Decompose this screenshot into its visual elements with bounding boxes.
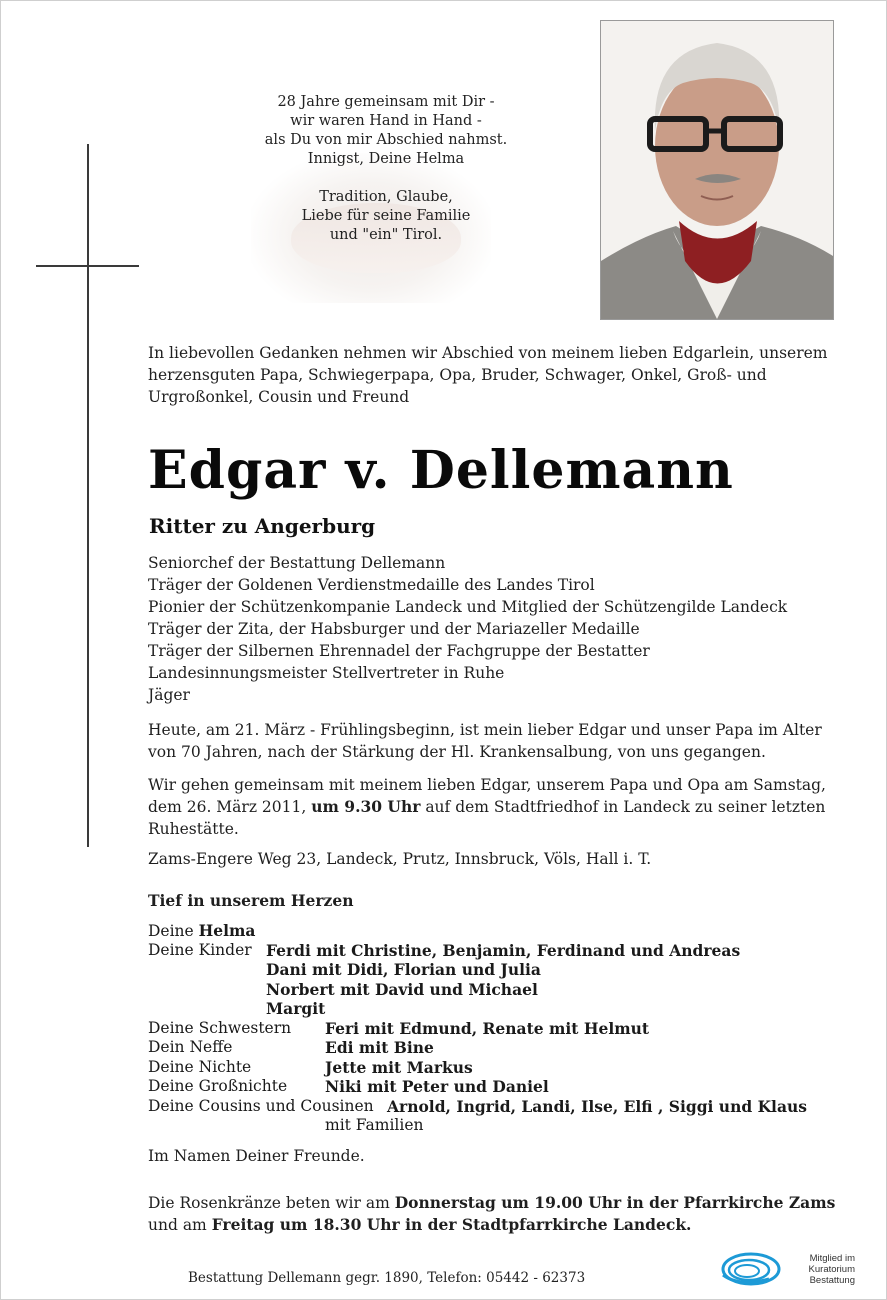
portrait-photo <box>600 20 834 320</box>
mourner-name: Jette mit Markus <box>325 1057 473 1077</box>
rosary-notice <box>148 1192 848 1236</box>
honor-item: Landesinnungsmeister Stellvertreter in Ruhe <box>148 664 505 682</box>
funeral-date: dem 26. März 2011, <box>148 798 312 816</box>
intro-line: herzensguten Papa, Schwiegerpapa, Opa, Bruder, Schwager, Onkel, Groß- und <box>148 366 767 384</box>
member-badge <box>719 1247 869 1291</box>
funeral-line: Ruhestätte. <box>148 820 239 838</box>
quote-line: 28 Jahre gemeinsam mit Dir - <box>277 94 495 110</box>
mourner-name: Niki mit Peter und Daniel <box>325 1077 549 1096</box>
mourner-row <box>148 1038 848 1058</box>
quote-line: Innigst, Deine Helma <box>307 151 465 167</box>
funeral-place: auf dem Stadtfriedhof in Landeck zu seiner letzten <box>420 798 826 816</box>
mourner-name: Norbert mit David und Michael <box>266 979 538 999</box>
death-line: von 70 Jahren, nach der Stärkung der Hl. Krankensalbung, von uns gegangen. <box>148 743 766 761</box>
intro-line: In liebevollen Gedanken nehmen wir Abschied von meinem lieben Edgarlein, unserem <box>148 344 828 362</box>
quote-line: Tradition, Glaube, <box>319 189 453 205</box>
deceased-title: Ritter zu Angerburg <box>149 514 376 538</box>
quote-line: wir waren Hand in Hand - <box>290 113 482 129</box>
mourner-row <box>148 1058 848 1078</box>
death-notice <box>148 719 848 763</box>
rosary-line: und am Freitag um 18.30 Uhr in der Stadtpfarrkirche Landeck. <box>148 1215 692 1234</box>
honor-item: Pionier der Schützenkompanie Landeck und Mitglied der Schützengilde Landeck <box>148 598 788 616</box>
mourners-heading: Tief in unserem Herzen <box>148 891 354 910</box>
mourner-label: Deine <box>148 922 199 940</box>
quote-line: Liebe für seine Familie <box>301 208 471 224</box>
member-badge-label: Mitglied im Kuratorium Bestattung <box>808 1253 855 1286</box>
footer-contact: Bestattung Dellemann gegr. 1890, Telefon: 05442 - 62373 <box>188 1270 586 1286</box>
mourner-label: Deine Schwestern <box>148 1018 292 1037</box>
honor-item: Jäger <box>148 686 190 704</box>
mourner-row <box>148 1019 848 1039</box>
mourner-row <box>148 921 848 941</box>
mourner-row <box>148 960 848 980</box>
mourner-row <box>148 1077 848 1097</box>
mourner-name: Feri mit Edmund, Renate mit Helmut <box>325 1018 650 1038</box>
mourner-row <box>148 1097 848 1117</box>
deceased-name: Edgar v. Dellemann <box>148 440 734 501</box>
honor-item: Träger der Silbernen Ehrennadel der Fachgruppe der Bestatter <box>148 642 650 660</box>
honors-list <box>148 552 848 706</box>
friends-line: Im Namen Deiner Freunde. <box>148 1147 365 1165</box>
mourner-row <box>148 941 848 961</box>
mourner-label: mit Familien <box>325 1116 424 1134</box>
funeral-notice <box>148 774 848 840</box>
portrait-image <box>601 21 833 319</box>
quote-block <box>231 93 541 293</box>
mourner-label: Deine Großnichte <box>148 1077 288 1095</box>
mourner-name: Edi mit Bine <box>325 1038 434 1057</box>
honor-item: Träger der Goldenen Verdienstmedaille des Landes Tirol <box>148 576 595 594</box>
mourner-name: Arnold, Ingrid, Landi, Ilse, Elfi , Siggi und Klaus <box>387 1096 807 1116</box>
honor-item: Seniorchef der Bestattung Dellemann <box>148 554 446 572</box>
mourner-name: Helma <box>198 921 256 940</box>
quote-line: als Du von mir Abschied nahmst. <box>264 132 508 148</box>
cross-icon <box>87 144 89 847</box>
mourner-name: Ferdi mit Christine, Benjamin, Ferdinand und Andreas <box>266 940 741 960</box>
rosary-time-landeck: Freitag um 18.30 Uhr in der Stadtpfarrkirche Landeck. <box>211 1215 692 1234</box>
places-line: Zams-Engere Weg 23, Landeck, Prutz, Innsbruck, Völs, Hall i. T. <box>148 850 652 868</box>
mourner-label: Deine Cousins und Cousinen <box>148 1096 374 1115</box>
mourner-name: Dani mit Didi, Florian und Julia <box>266 960 541 979</box>
funeral-time: um 9.30 Uhr <box>311 797 421 816</box>
rosary-time-zams: Donnerstag um 19.00 Uhr in der Pfarrkirche Zams <box>394 1193 836 1212</box>
intro-text <box>148 342 848 408</box>
mourner-label: Dein Neffe <box>148 1038 233 1056</box>
quote-line: und "ein" Tirol. <box>329 227 443 243</box>
mourner-name: Margit <box>266 999 326 1018</box>
quote-text <box>231 93 541 245</box>
honor-item: Träger der Zita, der Habsburger und der Mariazeller Medaille <box>148 620 640 638</box>
mourner-label: Deine Nichte <box>148 1057 252 1076</box>
mourner-label: Deine Kinder <box>148 940 252 959</box>
cross-icon-bar <box>36 265 139 267</box>
mourner-row <box>148 1116 848 1136</box>
death-line: Heute, am 21. März - Frühlingsbeginn, ist mein lieber Edgar und unser Papa im Alter <box>148 721 822 739</box>
mourner-row <box>148 980 848 1000</box>
intro-line: Urgroßonkel, Cousin und Freund <box>148 388 410 406</box>
mourners-list <box>148 921 848 1136</box>
funeral-line: Wir gehen gemeinsam mit meinem lieben Edgar, unserem Papa und Opa am Samstag, <box>148 776 826 794</box>
rosary-line: Die Rosenkränze beten wir am Donnerstag um 19.00 Uhr in der Pfarrkirche Zams <box>148 1193 836 1212</box>
funeral-line <box>148 796 848 818</box>
mourner-row <box>148 999 848 1019</box>
